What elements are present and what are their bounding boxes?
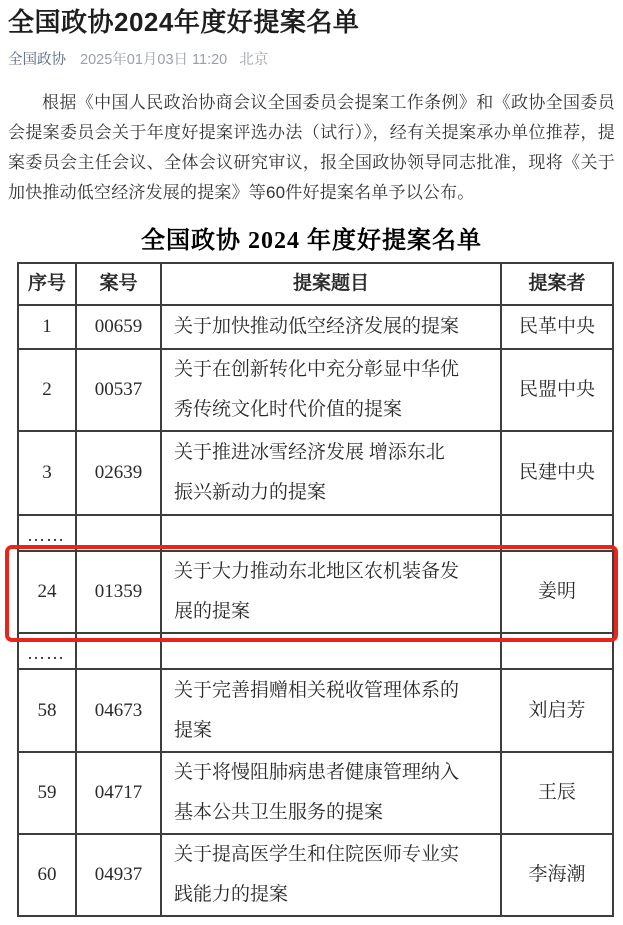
col-header-seq: 序号 bbox=[18, 263, 76, 305]
table-header-row bbox=[18, 263, 613, 305]
source-link[interactable]: 全国政协 bbox=[8, 52, 66, 68]
cell-title: 关于加快推动低空经济发展的提案 bbox=[161, 305, 501, 349]
cell-title bbox=[161, 633, 501, 669]
cell-seq: 2 bbox=[18, 349, 76, 431]
table-row-highlighted bbox=[18, 551, 613, 633]
cell-title: 关于大力推动东北地区农机装备发展的提案 bbox=[161, 551, 501, 633]
cell-case-no: 04717 bbox=[76, 752, 161, 834]
cell-case-no: 01359 bbox=[76, 551, 161, 633]
cell-case-no: 00537 bbox=[76, 349, 161, 431]
cell-case-no: 02639 bbox=[76, 431, 161, 515]
col-header-title: 提案题目 bbox=[161, 263, 501, 305]
cell-seq: 1 bbox=[18, 305, 76, 349]
cell-proposer bbox=[501, 633, 613, 669]
cell-proposer: 王辰 bbox=[501, 752, 613, 834]
cell-proposer: 姜明 bbox=[501, 551, 613, 633]
cell-proposer: 民革中央 bbox=[501, 305, 613, 349]
publish-location: 北京 bbox=[239, 52, 269, 68]
publish-datetime: 2025年01月03日 11:20 bbox=[80, 52, 228, 68]
proposal-table bbox=[17, 262, 614, 917]
col-header-proposer: 提案者 bbox=[501, 263, 613, 305]
cell-proposer bbox=[501, 515, 613, 551]
byline bbox=[8, 51, 615, 69]
cell-case-no bbox=[76, 633, 161, 669]
table-caption: 全国政协 2024 年度好提案名单 bbox=[141, 228, 482, 254]
cell-proposer: 民建中央 bbox=[501, 431, 613, 515]
cell-title bbox=[161, 515, 501, 551]
article-paragraph: 根据《中国人民政治协商会议全国委员会提案工作条例》和《政协全国委员会提案委员会关于年度好提案评选办法（试行）》，经有关提案承办单位推荐，提案委员会主任会议、全体会议研究审议，报全国政协领导同志批准，现将《关于加快推动低空经济发展的提案》等60件好提案名单予以公布。 bbox=[8, 93, 615, 202]
cell-case-no: 04937 bbox=[76, 834, 161, 916]
cell-proposer: 民盟中央 bbox=[501, 349, 613, 431]
table-row bbox=[18, 834, 613, 916]
cell-proposer: 刘启芳 bbox=[501, 669, 613, 752]
table-row bbox=[18, 305, 613, 349]
cell-proposer: 李海潮 bbox=[501, 834, 613, 916]
cell-case-no: 00659 bbox=[76, 305, 161, 349]
cell-title: 关于提高医学生和住院医师专业实践能力的提案 bbox=[161, 834, 501, 916]
cell-case-no bbox=[76, 515, 161, 551]
cell-title: 关于在创新转化中充分彰显中华优秀传统文化时代价值的提案 bbox=[161, 349, 501, 431]
cell-case-no: 04673 bbox=[76, 669, 161, 752]
cell-title: 关于推进冰雪经济发展 增添东北振兴新动力的提案 bbox=[161, 431, 501, 515]
cell-title: 关于完善捐赠相关税收管理体系的提案 bbox=[161, 669, 501, 752]
table-row bbox=[18, 669, 613, 752]
page-title: 全国政协2024年度好提案名单 bbox=[8, 7, 360, 37]
col-header-case-no: 案号 bbox=[76, 263, 161, 305]
cell-seq: 59 bbox=[18, 752, 76, 834]
proposal-table-section bbox=[8, 224, 615, 917]
table-row bbox=[18, 349, 613, 431]
cell-seq: 24 bbox=[18, 551, 76, 633]
cell-seq: …… bbox=[18, 633, 76, 669]
cell-seq: …… bbox=[18, 515, 76, 551]
cell-seq: 3 bbox=[18, 431, 76, 515]
table-row-ellipsis bbox=[18, 515, 613, 551]
table-row bbox=[18, 431, 613, 515]
table-row-ellipsis bbox=[18, 633, 613, 669]
table-row bbox=[18, 752, 613, 834]
cell-seq: 60 bbox=[18, 834, 76, 916]
cell-title: 关于将慢阻肺病患者健康管理纳入基本公共卫生服务的提案 bbox=[161, 752, 501, 834]
cell-seq: 58 bbox=[18, 669, 76, 752]
